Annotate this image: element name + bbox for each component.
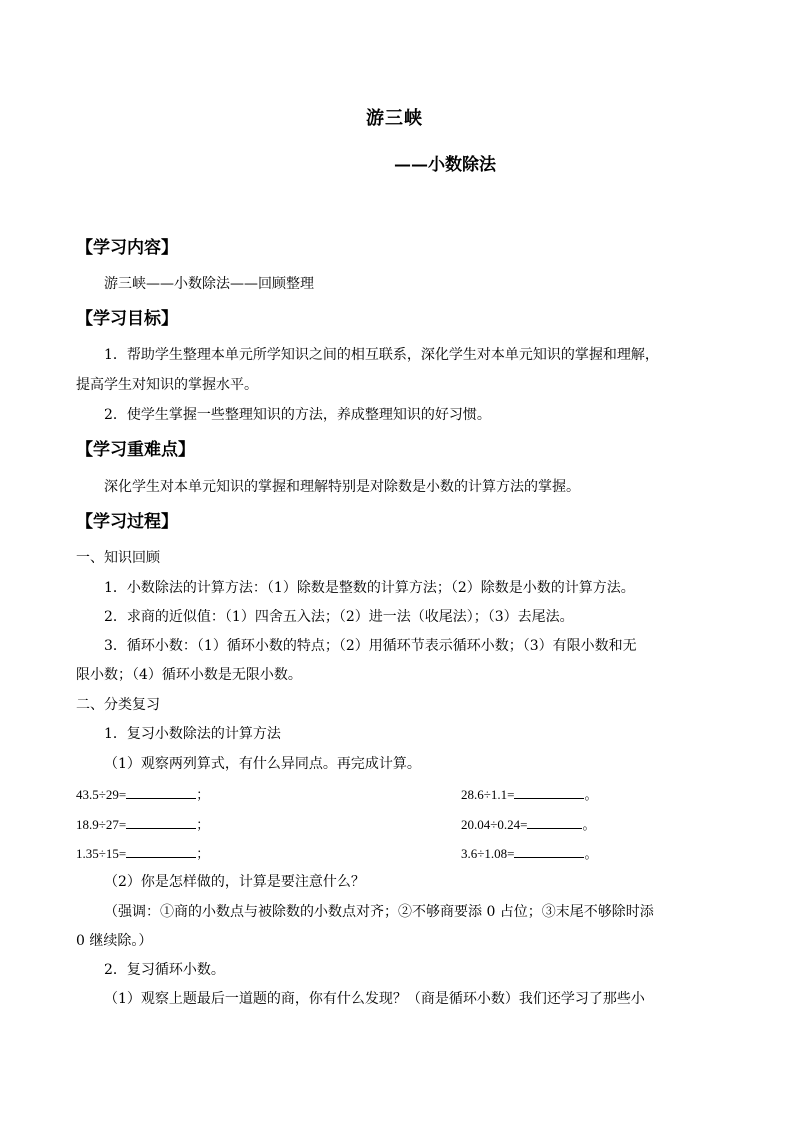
part-1-item-3-line-1: 3．循环小数：（1）循环小数的特点；（2）用循环节表示循环小数；（3）有限小数和无 [104, 638, 637, 654]
emphasis-note-line-2: 0 继续除。） [76, 933, 153, 949]
heading-learning-process: 【学习过程】 [76, 512, 178, 532]
exercise-expression: 20.04÷0.24= [461, 817, 528, 832]
exercise-right-3 [461, 843, 597, 864]
page-subtitle: ——小数除法 [394, 155, 496, 175]
exercise-expression: 18.9÷27= [76, 817, 127, 832]
exercise-end-mark: 。 [584, 787, 598, 802]
goal-item-1-line-1: 1．帮助学生整理本单元所学知识之间的相互联系，深化学生对本单元知识的掌握和理解， [104, 347, 659, 363]
heading-learning-content: 【学习内容】 [76, 238, 178, 258]
exercise-right-1 [461, 784, 597, 805]
part-1-title: 一、知识回顾 [76, 550, 160, 566]
heading-learning-goals: 【学习目标】 [76, 309, 178, 329]
exercise-expression: 1.35÷15= [76, 846, 127, 861]
part-1-item-1: 1．小数除法的计算方法：（1）除数是整数的计算方法；（2）除数是小数的计算方法。 [104, 580, 635, 596]
part-2-item-1-question-1: （1）观察两列算式，有什么异同点。再完成计算。 [104, 756, 421, 772]
answer-blank[interactable] [527, 814, 582, 829]
answer-blank[interactable] [126, 843, 196, 858]
exercise-left-2 [76, 814, 209, 835]
exercise-right-2 [461, 814, 595, 835]
exercise-expression: 28.6÷1.1= [461, 787, 515, 802]
part-2-title: 二、分类复习 [76, 697, 160, 713]
exercise-end-mark: ； [196, 846, 210, 861]
heading-key-points: 【学习重难点】 [76, 440, 195, 460]
answer-blank[interactable] [126, 814, 196, 829]
page-title: 游三峡 [366, 108, 423, 129]
exercise-left-1 [76, 784, 209, 805]
emphasis-note-line-1: （强调：①商的小数点与被除数的小数点对齐；②不够商要添 0 占位；③末尾不够除时添 [104, 904, 654, 920]
exercise-end-mark: 。 [584, 846, 598, 861]
key-points-text: 深化学生对本单元知识的掌握和理解特别是对除数是小数的计算方法的掌握。 [104, 479, 580, 495]
exercise-expression: 3.6÷1.08= [461, 846, 515, 861]
exercise-end-mark: 。 [582, 817, 596, 832]
part-1-item-3-line-2: 限小数；（4）循环小数是无限小数。 [76, 667, 302, 683]
exercise-expression: 43.5÷29= [76, 787, 127, 802]
part-2-item-1: 1．复习小数除法的计算方法 [104, 726, 281, 742]
part-2-item-1-question-2: （2）你是怎样做的，计算是要注意什么？ [104, 874, 365, 890]
goal-item-1-line-2: 提高学生对知识的掌握水平。 [76, 377, 258, 393]
answer-blank[interactable] [126, 784, 196, 799]
part-1-item-2: 2．求商的近似值：（1）四舍五入法；（2）进一法（收尾法）；（3）去尾法。 [104, 609, 574, 625]
goal-item-2: 2．使学生掌握一些整理知识的方法，养成整理知识的好习惯。 [104, 407, 491, 423]
learning-content-text: 游三峡——小数除法——回顾整理 [104, 276, 314, 292]
part-2-item-2-question-1: （1）观察上题最后一道题的商，你有什么发现？（商是循环小数）我们还学习了那些小 [104, 991, 645, 1007]
exercise-end-mark: ； [196, 787, 210, 802]
answer-blank[interactable] [514, 843, 584, 858]
part-2-item-2: 2．复习循环小数。 [104, 962, 225, 978]
exercise-left-3 [76, 843, 209, 864]
answer-blank[interactable] [514, 784, 584, 799]
exercise-end-mark: ； [196, 817, 210, 832]
